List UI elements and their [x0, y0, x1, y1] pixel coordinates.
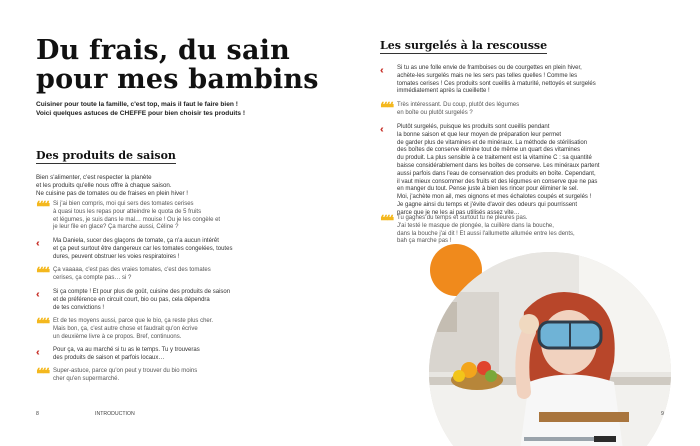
red-double-chevron-icon: ‹‹	[36, 238, 37, 249]
title-line-1: Du frais, du sain	[36, 35, 290, 66]
red-double-chevron-icon: ‹‹	[380, 124, 381, 135]
dialogue-item	[380, 124, 660, 220]
dialogue-text: Super-astuce, parce qu'on peut y trouver du bio moins cher qu'en supermarché.	[53, 368, 198, 382]
body-line: Bien s'alimenter, c'est respecter la planète	[36, 174, 152, 181]
red-double-chevron-icon: ‹‹	[36, 289, 37, 300]
title-line-2: pour mes bambins	[36, 64, 319, 95]
dialogue-text: Ça vaaaaa, c'est pas des vraies tomates, c'est des tomates cerises, ça compte pas… si ?	[53, 267, 211, 281]
dialogue-text: Très intéressant. Du coup, plutôt des légumes en boîte ou plutôt surgelés ?	[397, 102, 520, 116]
dialogue-item	[380, 99, 660, 120]
section-heading-text: Les surgelés à la rescousse	[380, 39, 548, 52]
red-double-chevron-icon: ‹‹	[380, 65, 381, 76]
intro-line-1: Cuisiner pour toute la famille, c'est top, mais il faut le faire bien !	[36, 101, 238, 108]
section-heading-surgeles	[380, 39, 547, 52]
dialogue-item	[36, 347, 276, 365]
dialogue-text: Si ça compte ! Et pour plus de goût, cuisine des produits de saison et de préférence en circuit court, bio ou pas, cela dépendra de tes convictions !	[53, 289, 231, 311]
intro-line-2: Voici quelques astuces de CHEFFE pour bien choisir tes produits !	[36, 109, 246, 117]
kitchen-photo	[429, 252, 671, 446]
heading-underline	[36, 163, 176, 164]
body-line: Ne cuisine pas de tomates ou de fraises en plein hiver !	[36, 190, 189, 197]
dialogue-text: Si tu as une folle envie de framboises ou de courgettes en plein hiver, achète-les surgelés mais ne les sers pas telles quelles ! Comme les tomates cerises ! Ces produits sont cueillis à maturité, nettoyés et surgelés immédiatement après la cueillette !	[397, 65, 596, 95]
page-number: 8	[36, 411, 39, 417]
body-line: et les produits qu'elle nous offre à chaque saison.	[36, 182, 172, 189]
dialogue-text: Ma Daniela, sucer des glaçons de tomate, ça n'a aucun intérêt et ça peut surtout être dangereux car les tomates congelées, toutes dures, peuvent obstruer les voies respiratoires !	[53, 238, 233, 260]
yellow-quote-marks-icon: ❝❝	[36, 264, 49, 282]
photo-container	[429, 252, 671, 446]
dialogue-item	[36, 238, 276, 264]
yellow-quote-marks-icon: ❝❝	[36, 198, 49, 216]
red-double-chevron-icon: ‹‹	[36, 347, 37, 358]
kitchen-photo-illustration	[429, 252, 671, 446]
yellow-quote-marks-icon: ❝❝	[380, 99, 393, 117]
yellow-quote-marks-icon: ❝❝	[36, 315, 49, 333]
intro-text	[36, 101, 326, 118]
dialogue-item	[380, 212, 660, 249]
yellow-quote-marks-icon: ❝❝	[380, 212, 393, 230]
page-title	[36, 36, 336, 94]
dialogue-text: Tu gagnes du temps et surtout tu ne pleures pas. J'ai testé le masque de plongée, la cuillère dans la bouche, dans la bouche j'ai dit ! Et aussi l'allumette allumée entre les dents, bah ça marche pas !	[397, 215, 575, 245]
dialogue-item	[36, 289, 276, 315]
dialogue-item	[380, 65, 660, 99]
dialogue-text: Et de tes moyens aussi, parce que le bio, ça reste plus cher. Mais bon, ça, c'est autre chose et faudrait qu'on écrive un deuxième livre à ce propos. Bref, continuons.	[53, 318, 214, 340]
dialogue-item	[36, 264, 276, 285]
running-footer: INTRODUCTION	[95, 411, 135, 417]
dialogue-text: Pour ça, va au marché si tu as le temps. Tu y trouveras des produits de saison et parfois locaux…	[53, 347, 200, 361]
dialogue-text: Plutôt surgelés, puisque les produits sont cueillis pendant la bonne saison et que leur moyen de préparation leur permet de garder plus de vitamines et de minéraux. La méthode de stérilisation des boîtes de conserve élimine tout de même un quart des vitamines du produit. La plus sensible à ce traitement est la vitamine C : sa quantité baisse considérablement dans les boîtes de conserve. Les minéraux partent aussi parfois dans l'eau de conservation des produits en boîte. Cependant, il vaut mieux consommer des fruits et des légumes en conserve que ne pas en manger du tout. Pense juste à bien les rincer pour éliminer le sel. Moi, j'achète mon ail, mes oignons et mes échalotes coupés et surgelés ! Je gagne ainsi du temps et j'évite d'avoir des odeurs qui pourrissent parce que je ne les ai pas utilisés assez vite…	[397, 124, 600, 216]
yellow-quote-marks-icon: ❝❝	[36, 365, 49, 383]
page-number: 9	[661, 411, 664, 417]
dialogue-item	[36, 365, 276, 386]
dialogue-item	[36, 198, 276, 235]
dialogue-item	[36, 315, 276, 344]
section-heading-saison	[36, 149, 176, 162]
section-heading-text: Des produits de saison	[36, 149, 176, 162]
heading-underline	[380, 53, 547, 54]
dialogue-text: Si j'ai bien compris, moi qui sers des tomates cerises à quasi tous les repas pour atteindre le quota de 5 fruits et légumes, je suis dans le mal… mouise ! Ou je les congèle et je leur file en glace? Ça marche aussi, Céline ?	[53, 201, 221, 231]
body-paragraph	[36, 174, 276, 198]
